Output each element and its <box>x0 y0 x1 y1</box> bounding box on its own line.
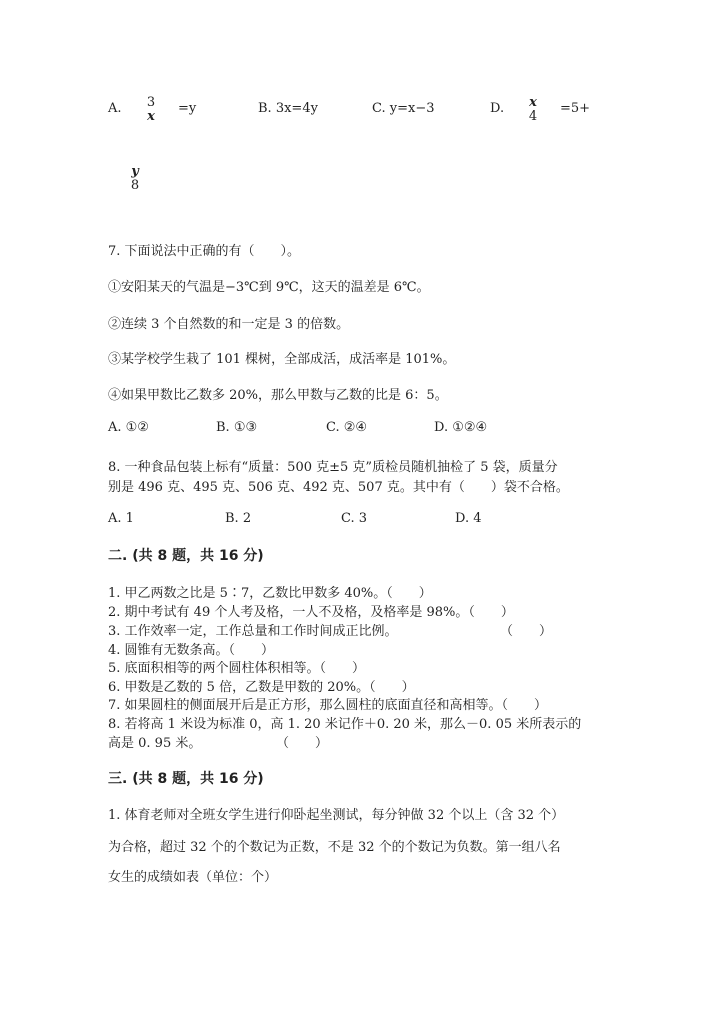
answer-paren[interactable]: （ ） <box>500 624 553 639</box>
judgement-item-8: 8. 若将高 1 米设为标准 0，高 1. 20 米记作＋0. 20 米，那么－0. 05 米所表示的 <box>108 717 582 732</box>
fraction-numerator: x <box>529 95 537 110</box>
option-d[interactable]: D. ①②④ <box>434 420 488 435</box>
option-d[interactable]: D. 4 <box>455 511 482 526</box>
fraction-denominator: 4 <box>528 109 538 124</box>
judgement-item-2: 2. 期中考试有 49 个人考及格，一人不及格，及格率是 98%。（ ） <box>108 605 514 620</box>
statement-2: ②连续 3 个自然数的和一定是 3 的倍数。 <box>108 317 350 332</box>
question-text-line-2: 为合格，超过 32 个的个数记为正数，不是 32 个的个数记为负数。第一组八名 <box>108 840 561 855</box>
question-stem-line-2: 别是 496 克、495 克、506 克、492 克、507 克。其中有（ ）袋不合格。 <box>108 480 569 495</box>
option-c[interactable]: C. ②④ <box>326 420 368 435</box>
judgement-item-6: 6. 甲数是乙数的 5 倍，乙数是甲数的 20%。（ ） <box>108 680 415 695</box>
section-heading: 三. (共 8 题，共 16 分) <box>108 771 264 787</box>
fraction-denominator: x <box>147 109 155 124</box>
judgement-item-5: 5. 底面积相等的两个圆柱体积相等。（ ） <box>108 661 366 676</box>
judgement-item-8-cont: 高是 0. 95 米。 <box>108 736 202 751</box>
question-stem-line-1: 8. 一种食品包装上标有“质量：500 克±5 克”质检员随机抽检了 5 袋，质量分 <box>108 460 558 475</box>
statement-4: ④如果甲数比乙数多 20%，那么甲数与乙数的比是 6：5。 <box>108 388 448 403</box>
judgement-item-3: 3. 工作效率一定，工作总量和工作时间成正比例。 <box>108 624 398 639</box>
option-a[interactable]: A. ①② <box>108 420 149 435</box>
judgement-item-1: 1. 甲乙两数之比是 5∶7，乙数比甲数多 40%。（ ） <box>108 586 432 601</box>
question-text-line-3: 女生的成绩如表（单位：个） <box>108 870 278 885</box>
fraction-numerator: 3 <box>146 95 156 110</box>
option-a[interactable]: A. 1 <box>108 511 134 526</box>
judgement-item-4: 4. 圆锥有无数条高。（ ） <box>108 643 275 658</box>
option-b[interactable]: B. 2 <box>225 511 252 526</box>
option-a-label: A. <box>108 101 122 116</box>
section-heading: 二. (共 8 题，共 16 分) <box>108 548 264 564</box>
option-d-fraction <box>523 96 543 124</box>
judgement-item-7: 7. 如果圆柱的侧面展开后是正方形，那么圆柱的底面直径和高相等。（ ） <box>108 698 548 713</box>
question-text-line-1: 1. 体育老师对全班女学生进行仰卧起坐测试，每分钟做 32 个以上（含 32 个） <box>108 808 565 823</box>
option-a-fraction <box>141 96 161 124</box>
option-d-rest: =5+ <box>560 101 591 116</box>
option-a-rest: =y <box>178 101 197 116</box>
option-b: B. 3x=4y <box>258 101 318 116</box>
answer-paren[interactable]: （ ） <box>276 736 329 751</box>
option-b[interactable]: B. ①③ <box>216 420 258 435</box>
question-stem: 7. 下面说法中正确的有（ ）。 <box>108 244 301 259</box>
option-c: C. y=x−3 <box>372 101 435 116</box>
option-d-label: D. <box>490 101 505 116</box>
statement-1: ①安阳某天的气温是−3℃到 9℃，这天的温差是 6℃。 <box>108 280 430 295</box>
option-d-fraction-2 <box>125 165 145 193</box>
statement-3: ③某学校学生栽了 101 棵树，全部成活，成活率是 101%。 <box>108 352 456 367</box>
option-c[interactable]: C. 3 <box>341 511 368 526</box>
fraction-numerator: y <box>131 164 139 179</box>
fraction-denominator: 8 <box>130 178 140 193</box>
